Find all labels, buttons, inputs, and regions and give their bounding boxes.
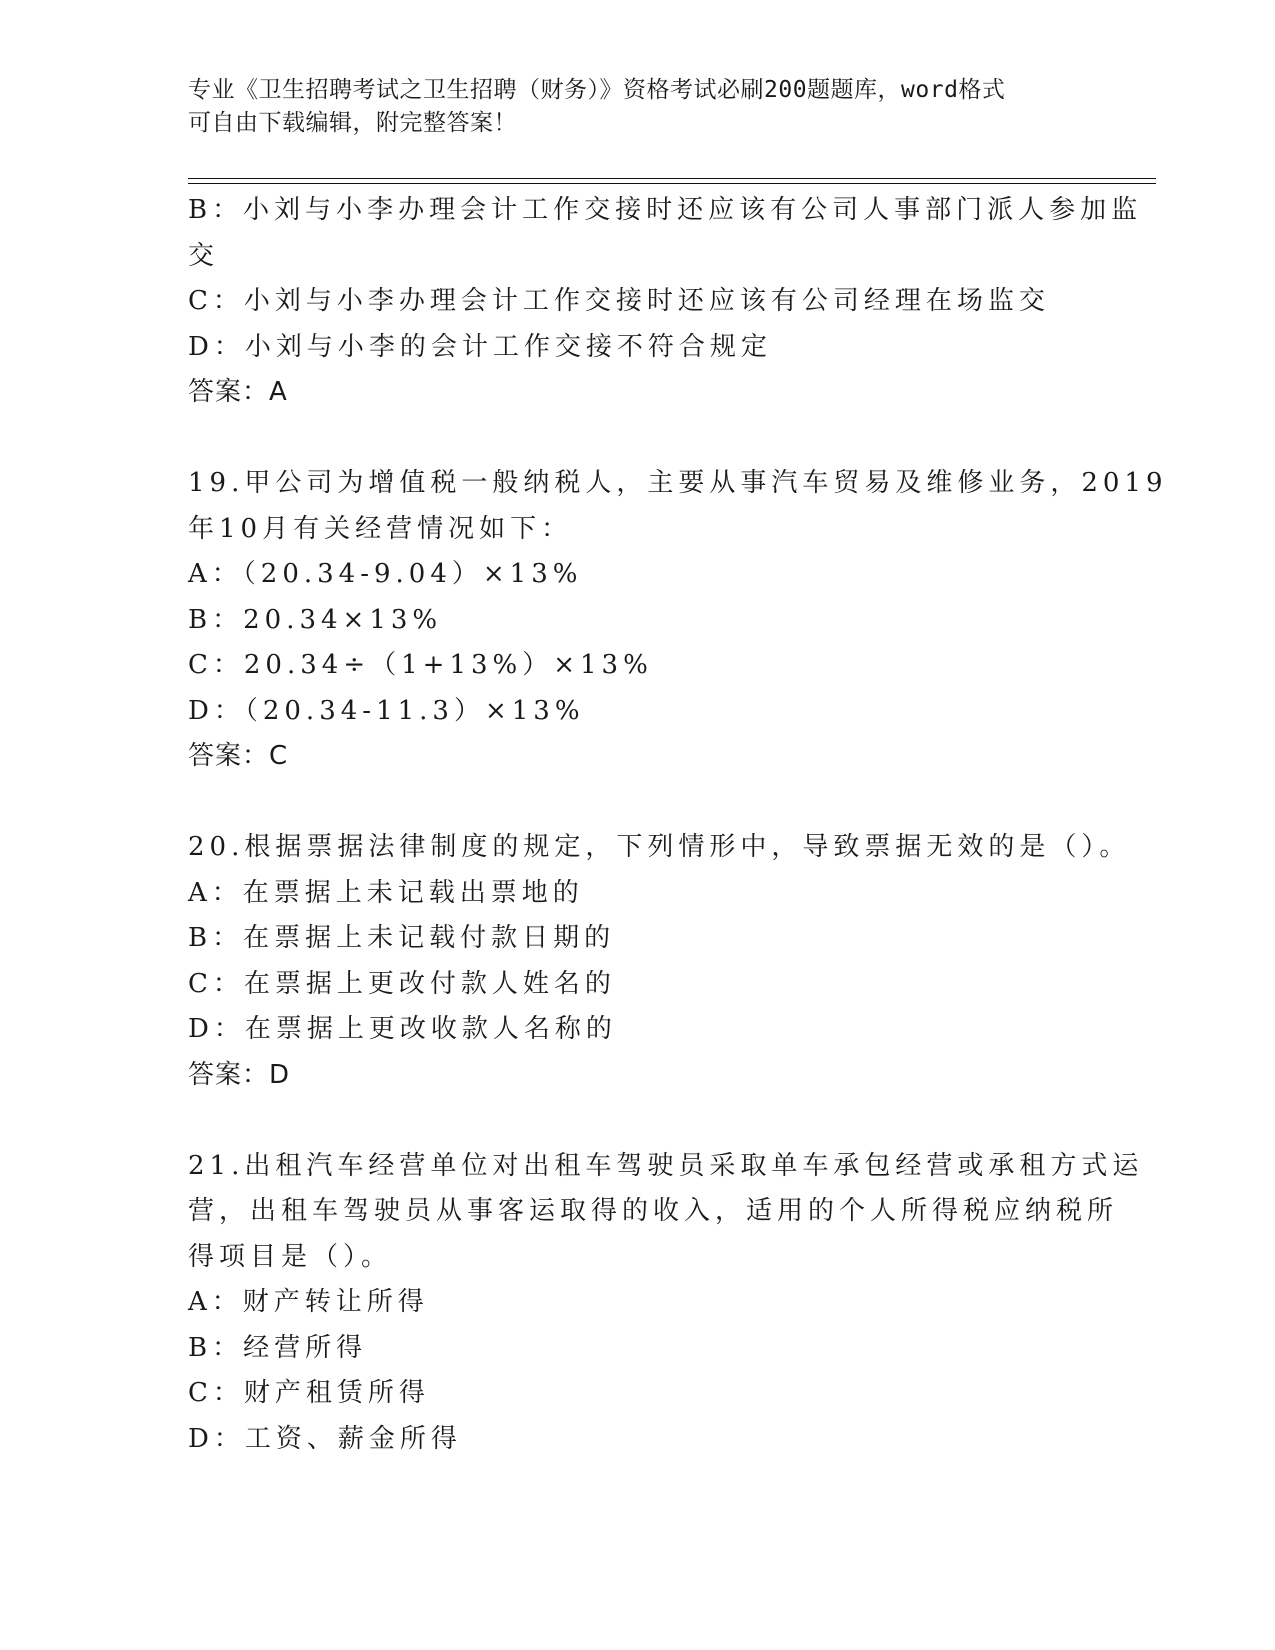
question-19-stem-line-1: 19.甲公司为增值税一般纳税人，主要从事汽车贸易及维修业务，2019 [188,468,1168,498]
answer-label: 答案：A [188,377,288,407]
question-content [188,188,1168,1462]
header-divider-bottom [188,183,1156,184]
page-header [188,74,1088,140]
option-d: D：小刘与小李的会计工作交接不符合规定 [188,331,772,362]
header-line-2: 可自由下载编辑，附完整答案！ [188,110,517,136]
question-21-option-c: C：财产租赁所得 [188,1378,430,1408]
question-19-option-a: A：（20.34-9.04）×13% [188,559,583,589]
question-19-option-d: D：（20.34-11.3）×13% [188,695,585,726]
option-b-line-1: B：小刘与小李办理会计工作交接时还应该有公司人事部门派人参加监 [188,195,1143,225]
question-21-stem-line-3: 得项目是（）。 [188,1241,393,1272]
question-20-answer: 答案：D [188,1059,291,1090]
spacer [188,416,1088,462]
question-20-stem: 20.根据票据法律制度的规定，下列情形中，导致票据无效的是（）。 [188,832,1131,862]
question-20-option-b: B：在票据上未记载付款日期的 [188,923,616,953]
question-19-option-c: C：20.34÷（1+13%）×13% [188,650,653,680]
question-21-option-d: D：工资、薪金所得 [188,1423,462,1454]
question-20-option-a: A：在票据上未记载出票地的 [188,877,584,908]
spacer [188,1098,1088,1144]
header-line-1: 专业《卫生招聘考试之卫生招聘（财务）》资格考试必刷200题题库，word格式 [188,77,1006,103]
header-divider-top [188,178,1156,179]
question-21-stem-line-2: 营，出租车驾驶员从事客运取得的收入，适用的个人所得税应纳税所 [188,1196,1119,1226]
spacer [188,780,1088,826]
question-19-option-b: B：20.34×13% [188,604,443,635]
question-19-stem-line-2: 年10月有关经营情况如下： [188,513,573,544]
question-20-option-d: D：在票据上更改收款人名称的 [188,1014,617,1044]
option-b-line-2: 交 [188,240,220,271]
option-c: C：小刘与小李办理会计工作交接时还应该有公司经理在场监交 [188,286,1050,316]
question-21-stem-line-1: 21.出租汽车经营单位对出租车驾驶员采取单车承包经营或承租方式运 [188,1150,1144,1181]
question-19-answer: 答案：C [188,741,289,771]
question-20-option-c: C：在票据上更改付款人姓名的 [188,968,616,999]
question-21-option-a: A：财产转让所得 [188,1287,429,1317]
question-21-option-b: B：经营所得 [188,1332,368,1363]
